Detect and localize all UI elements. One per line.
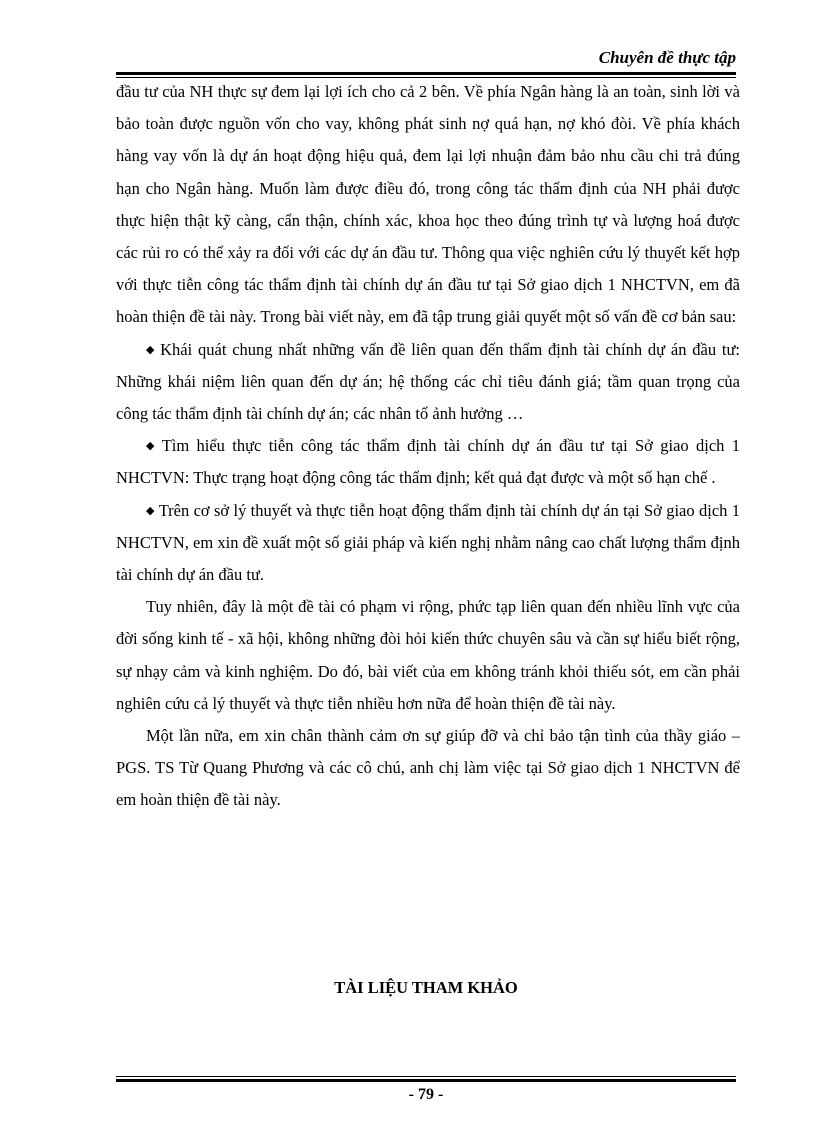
paragraph-intro: đầu tư của NH thực sự đem lại lợi ích cho cả 2 bên. Về phía Ngân hàng là an toàn, sinh lời và bảo toàn được nguồn vốn cho vay, không phát sinh nợ quá hạn, nợ khó đòi. Về phía khách hàng vay vốn là dự án hoạt động hiệu quả, đem lại lợi nhuận đảm bảo nhu cầu chi trả đúng hạn cho Ngân hàng. Muốn làm được điều đó, trong công tác thẩm định của NH phải được thực hiện thật kỹ càng, cẩn thận, chính xác, khoa học theo đúng trình tự và lượng hoá được các rủi ro có thể xảy ra đối với các dự án đầu tư. Thông qua việc nghiên cứu lý thuyết kết hợp với thực tiễn công tác thẩm định tài chính dự án đầu tư tại Sở giao dịch 1 NHCTVN, em đã hoàn thiện đề tài này. Trong bài viết này, em đã tập trung giải quyết một số vấn đề cơ bản sau: bbox=[116, 82, 740, 327]
bullet-text: Tìm hiểu thực tiễn công tác thẩm định tài chính dự án đầu tư tại Sở giao dịch 1 NHCTVN: Thực trạng hoạt động công tác thẩm định; kết quả đạt được và một số hạn chế . bbox=[116, 436, 740, 488]
bullet-item-2 bbox=[116, 430, 740, 494]
bullet-item-1 bbox=[116, 334, 740, 431]
diamond-bullet-icon: ◆ bbox=[146, 440, 158, 453]
paragraph-acknowledgement: Một lần nữa, em xin chân thành cảm ơn sự giúp đỡ và chỉ bảo tận tình của thầy giáo – PGS. TS Từ Quang Phương và các cô chú, anh chị làm việc tại Sở giao dịch 1 NHCTVN để em hoàn thiện đề tài này. bbox=[116, 726, 740, 810]
bullet-text: Trên cơ sở lý thuyết và thực tiễn hoạt động thẩm định tài chính dự án tại Sở giao dịch 1 NHCTVN, em xin đề xuất một số giải pháp và kiến nghị nhằm nâng cao chất lượng thẩm định tài chính dự án đầu tư. bbox=[116, 500, 740, 585]
paragraph-limitations: Tuy nhiên, đây là một đề tài có phạm vi rộng, phức tạp liên quan đến nhiều lĩnh vực của đời sống kinh tế - xã hội, không những đòi hỏi kiến thức chuyên sâu và cần sự hiểu biết rộng, sự nhạy cảm và kinh nghiệm. Do đó, bài viết của em không tránh khỏi thiếu sót, em cần phải nghiên cứu cả lý thuyết và thực tiễn nhiều hơn nữa để hoàn thiện đề tài này. bbox=[116, 597, 740, 713]
bullet-text: Khái quát chung nhất những vấn đề liên quan đến thẩm định tài chính dự án đầu tư: Những khái niệm liên quan đến dự án; hệ thống các chỉ tiêu đánh giá; tầm quan trọng của công tác thẩm định tài chính dự án; các nhân tố ảnh hưởng … bbox=[116, 339, 740, 424]
page-number: - 79 - bbox=[408, 1086, 444, 1103]
body-text bbox=[116, 76, 740, 817]
diamond-bullet-icon: ◆ bbox=[146, 343, 157, 356]
bullet-item-3 bbox=[116, 495, 740, 592]
footer-rule bbox=[116, 1076, 736, 1082]
references-heading: TÀI LIỆU THAM KHẢO bbox=[334, 978, 518, 997]
header-title: Chuyên đề thực tập bbox=[598, 48, 736, 67]
diamond-bullet-icon: ◆ bbox=[146, 504, 155, 517]
